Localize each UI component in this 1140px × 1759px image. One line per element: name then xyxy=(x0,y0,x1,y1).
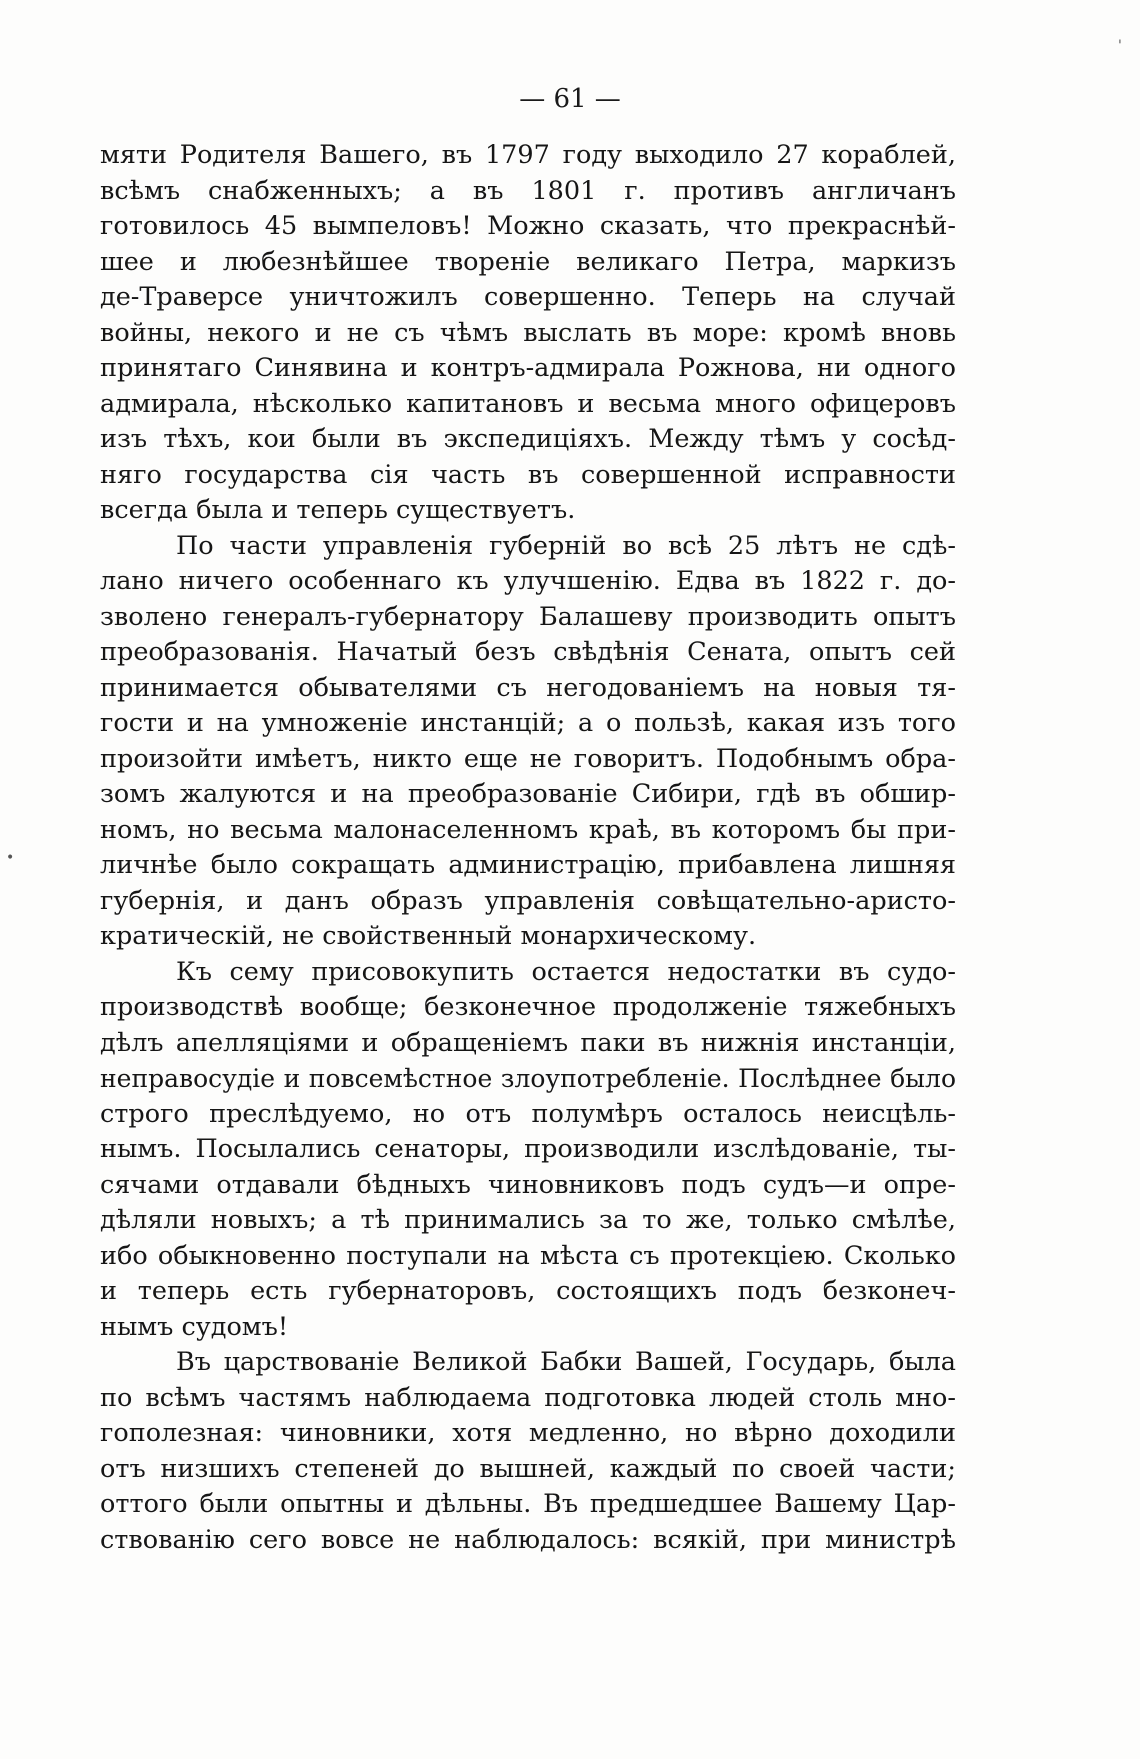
text-line: неправосудіе и повсемѣстное злоупотребленіе. Послѣднее было xyxy=(100,1064,956,1093)
text-line: няго государства сія часть въ совершенной исправности xyxy=(100,459,956,490)
text-line: личнѣе было сокращать администрацію, прибавлена лишняя xyxy=(100,850,956,880)
text-line: де-Траверсе уничтожилъ совершенно. Теперь на случай xyxy=(100,282,956,312)
scan-speck: • xyxy=(6,850,15,866)
text-line: зомъ жалуются и на преобразованіе Сибири, гдѣ въ обшир- xyxy=(100,779,956,809)
text-line: Къ сему присовокупить остается недостатки въ судо- xyxy=(176,956,956,987)
text-line: губернія, и данъ образъ управленія совѣщательно-аристо- xyxy=(100,885,956,916)
text-line: По части управленія губерній во всѣ 25 лѣтъ не сдѣ- xyxy=(176,530,956,561)
text-line: отъ низшихъ степеней до вышней, каждый по своей части; xyxy=(100,1453,956,1484)
text-line: Въ царствованіе Великой Бабки Вашей, Государь, была xyxy=(176,1347,956,1377)
text-line: нымъ. Посылались сенаторы, производили изслѣдованіе, ты- xyxy=(100,1134,956,1164)
text-line: готовилось 45 вымпеловъ! Можно сказать, что прекраснѣй- xyxy=(100,211,956,241)
text-line: дѣляли новыхъ; а тѣ принимались за то же, только смѣлѣе, xyxy=(100,1205,956,1235)
text-line: преобразованія. Начатый безъ свѣдѣнія Сената, опытъ сей xyxy=(100,637,956,667)
text-line: гости и на умноженіе инстанцій; а о пользѣ, какая изъ того xyxy=(100,708,956,738)
text-line: лано ничего особеннаго къ улучшенію. Едва въ 1822 г. до- xyxy=(100,566,956,596)
text-line: производствѣ вообще; безконечное продолженіе тяжебныхъ xyxy=(100,992,956,1022)
text-line: произойти имѣетъ, никто еще не говоритъ. Подобнымъ обра- xyxy=(100,743,956,774)
text-line: оттого были опытны и дѣльны. Въ предшедшее Вашему Цар- xyxy=(100,1489,956,1519)
text-line: сячами отдавали бѣдныхъ чиновниковъ подъ судъ—и опре- xyxy=(100,1169,956,1200)
scan-speck: ' xyxy=(1118,38,1122,54)
text-line: всегда была и теперь существуетъ. xyxy=(100,495,576,525)
text-line: мяти Родителя Вашего, въ 1797 году выходило 27 кораблей, xyxy=(100,140,956,170)
text-line: всѣмъ снабженныхъ; а въ 1801 г. противъ англичанъ xyxy=(100,175,956,206)
text-line: дѣлъ апелляціями и обращеніемъ паки въ нижнія инстанціи, xyxy=(100,1027,956,1058)
text-line: принимается обывателями съ негодованіемъ на новыя тя- xyxy=(100,672,956,703)
text-line: зволено генералъ-губернатору Балашеву производить опытъ xyxy=(100,601,956,632)
text-line: кратическій, не свойственный монархическому. xyxy=(100,921,757,951)
page-number: — 61 — xyxy=(519,84,621,114)
text-line: шее и любезнѣйшее твореніе великаго Петра, маркизъ xyxy=(100,246,956,277)
text-line: ибо обыкновенно поступали на мѣста съ протекціею. Сколько xyxy=(100,1240,956,1271)
text-line: и теперь есть губернаторовъ, состоящихъ подъ безконеч- xyxy=(100,1276,956,1306)
text-line: войны, некого и не съ чѣмъ выслать въ море: кромѣ вновь xyxy=(100,317,956,348)
text-line: нымъ судомъ! xyxy=(100,1311,289,1342)
text-line: гополезная: чиновники, хотя медленно, но вѣрно доходили xyxy=(100,1418,956,1448)
text-line: изъ тѣхъ, кои были въ экспедиціяхъ. Между тѣмъ у сосѣд- xyxy=(100,424,956,454)
page-body-text xyxy=(100,138,956,1558)
text-line: ствованію сего вовсе не наблюдалось: всякій, при министрѣ xyxy=(100,1524,956,1555)
text-line: принятаго Синявина и контръ-адмирала Рожнова, ни одного xyxy=(100,353,956,383)
text-line: адмирала, нѣсколько капитановъ и весьма много офицеровъ xyxy=(100,388,956,419)
text-line: по всѣмъ частямъ наблюдаема подготовка людей столь мно- xyxy=(100,1382,956,1413)
text-line: номъ, но весьма малонаселенномъ краѣ, въ которомъ бы при- xyxy=(100,814,956,845)
text-line: строго преслѣдуемо, но отъ полумѣръ осталось неисцѣль- xyxy=(100,1098,956,1129)
